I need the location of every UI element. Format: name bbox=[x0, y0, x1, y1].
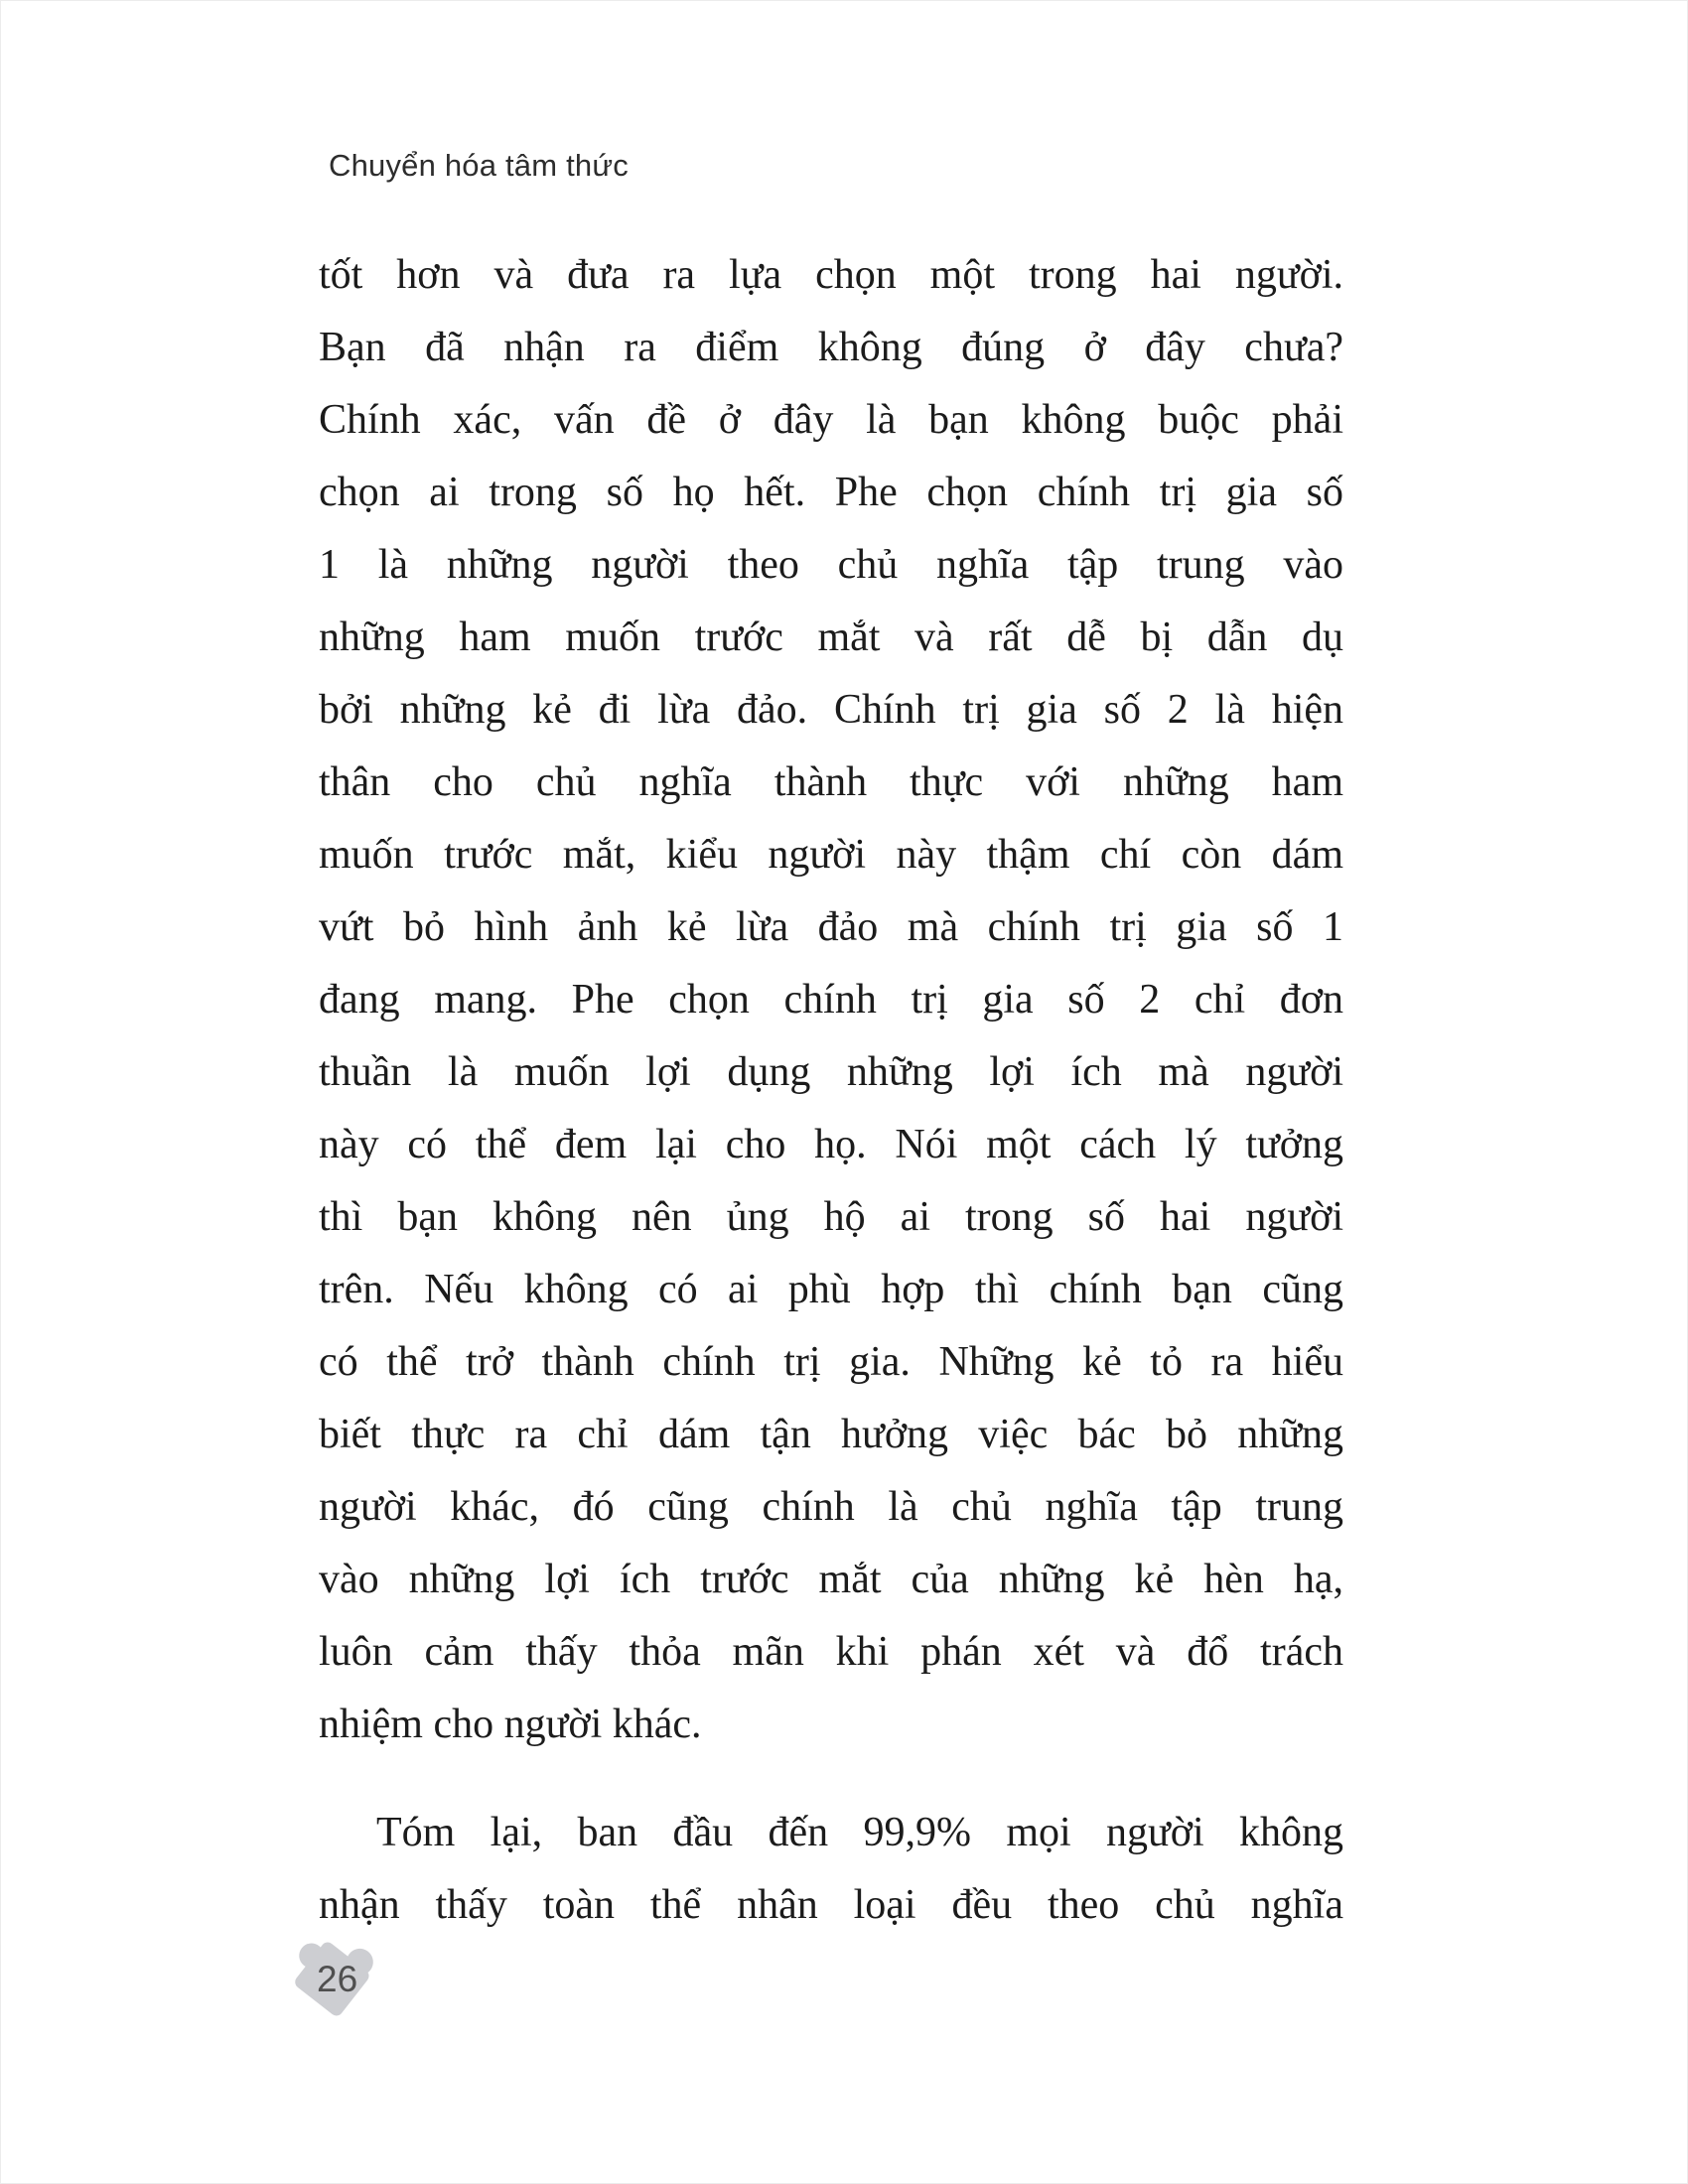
text-line: Tóm lại, ban đầu đến 99,9% mọi người không bbox=[376, 1810, 1343, 1855]
page-number: 26 bbox=[317, 1959, 358, 1999]
running-header: Chuyển hóa tâm thức bbox=[329, 148, 629, 183]
text-line: chọn ai trong số họ hết. Phe chọn chính trị gia số bbox=[319, 470, 1343, 515]
text-line: thuần là muốn lợi dụng những lợi ích mà người bbox=[319, 1049, 1343, 1095]
paragraph bbox=[319, 1797, 1343, 1942]
page-footer bbox=[287, 1925, 406, 2034]
text-line: biết thực ra chỉ dám tận hưởng việc bác bỏ những bbox=[319, 1412, 1343, 1457]
text-line: tốt hơn và đưa ra lựa chọn một trong hai người. bbox=[319, 252, 1343, 298]
text-line: người khác, đó cũng chính là chủ nghĩa tập trung bbox=[319, 1484, 1343, 1530]
text-line: 1 là những người theo chủ nghĩa tập trung vào bbox=[319, 542, 1343, 588]
text-line: bởi những kẻ đi lừa đảo. Chính trị gia số 2 là hiện bbox=[319, 687, 1343, 733]
text-line: đang mang. Phe chọn chính trị gia số 2 chỉ đơn bbox=[319, 977, 1343, 1023]
text-line: nhận thấy toàn thể nhân loại đều theo chủ nghĩa bbox=[319, 1882, 1343, 1928]
text-line: những ham muốn trước mắt và rất dễ bị dẫn dụ bbox=[319, 614, 1343, 660]
text-block bbox=[319, 239, 1343, 1942]
text-line: nhiệm cho người khác. bbox=[319, 1702, 702, 1747]
text-line: luôn cảm thấy thỏa mãn khi phán xét và đổ trách bbox=[319, 1629, 1343, 1675]
text-line: vào những lợi ích trước mắt của những kẻ hèn hạ, bbox=[319, 1557, 1343, 1602]
text-line: trên. Nếu không có ai phù hợp thì chính bạn cũng bbox=[319, 1267, 1343, 1312]
text-line: thân cho chủ nghĩa thành thực với những ham bbox=[319, 759, 1343, 805]
text-line: có thể trở thành chính trị gia. Những kẻ tỏ ra hiểu bbox=[319, 1339, 1343, 1385]
text-line: Bạn đã nhận ra điểm không đúng ở đây chưa? bbox=[319, 325, 1343, 370]
text-line: thì bạn không nên ủng hộ ai trong số hai người bbox=[319, 1194, 1343, 1240]
text-line: vứt bỏ hình ảnh kẻ lừa đảo mà chính trị gia số 1 bbox=[319, 904, 1343, 950]
text-line: Chính xác, vấn đề ở đây là bạn không buộc phải bbox=[319, 397, 1343, 443]
text-line: này có thể đem lại cho họ. Nói một cách lý tưởng bbox=[319, 1122, 1343, 1167]
paragraph bbox=[319, 239, 1343, 1761]
text-line: muốn trước mắt, kiểu người này thậm chí còn dám bbox=[319, 832, 1343, 878]
